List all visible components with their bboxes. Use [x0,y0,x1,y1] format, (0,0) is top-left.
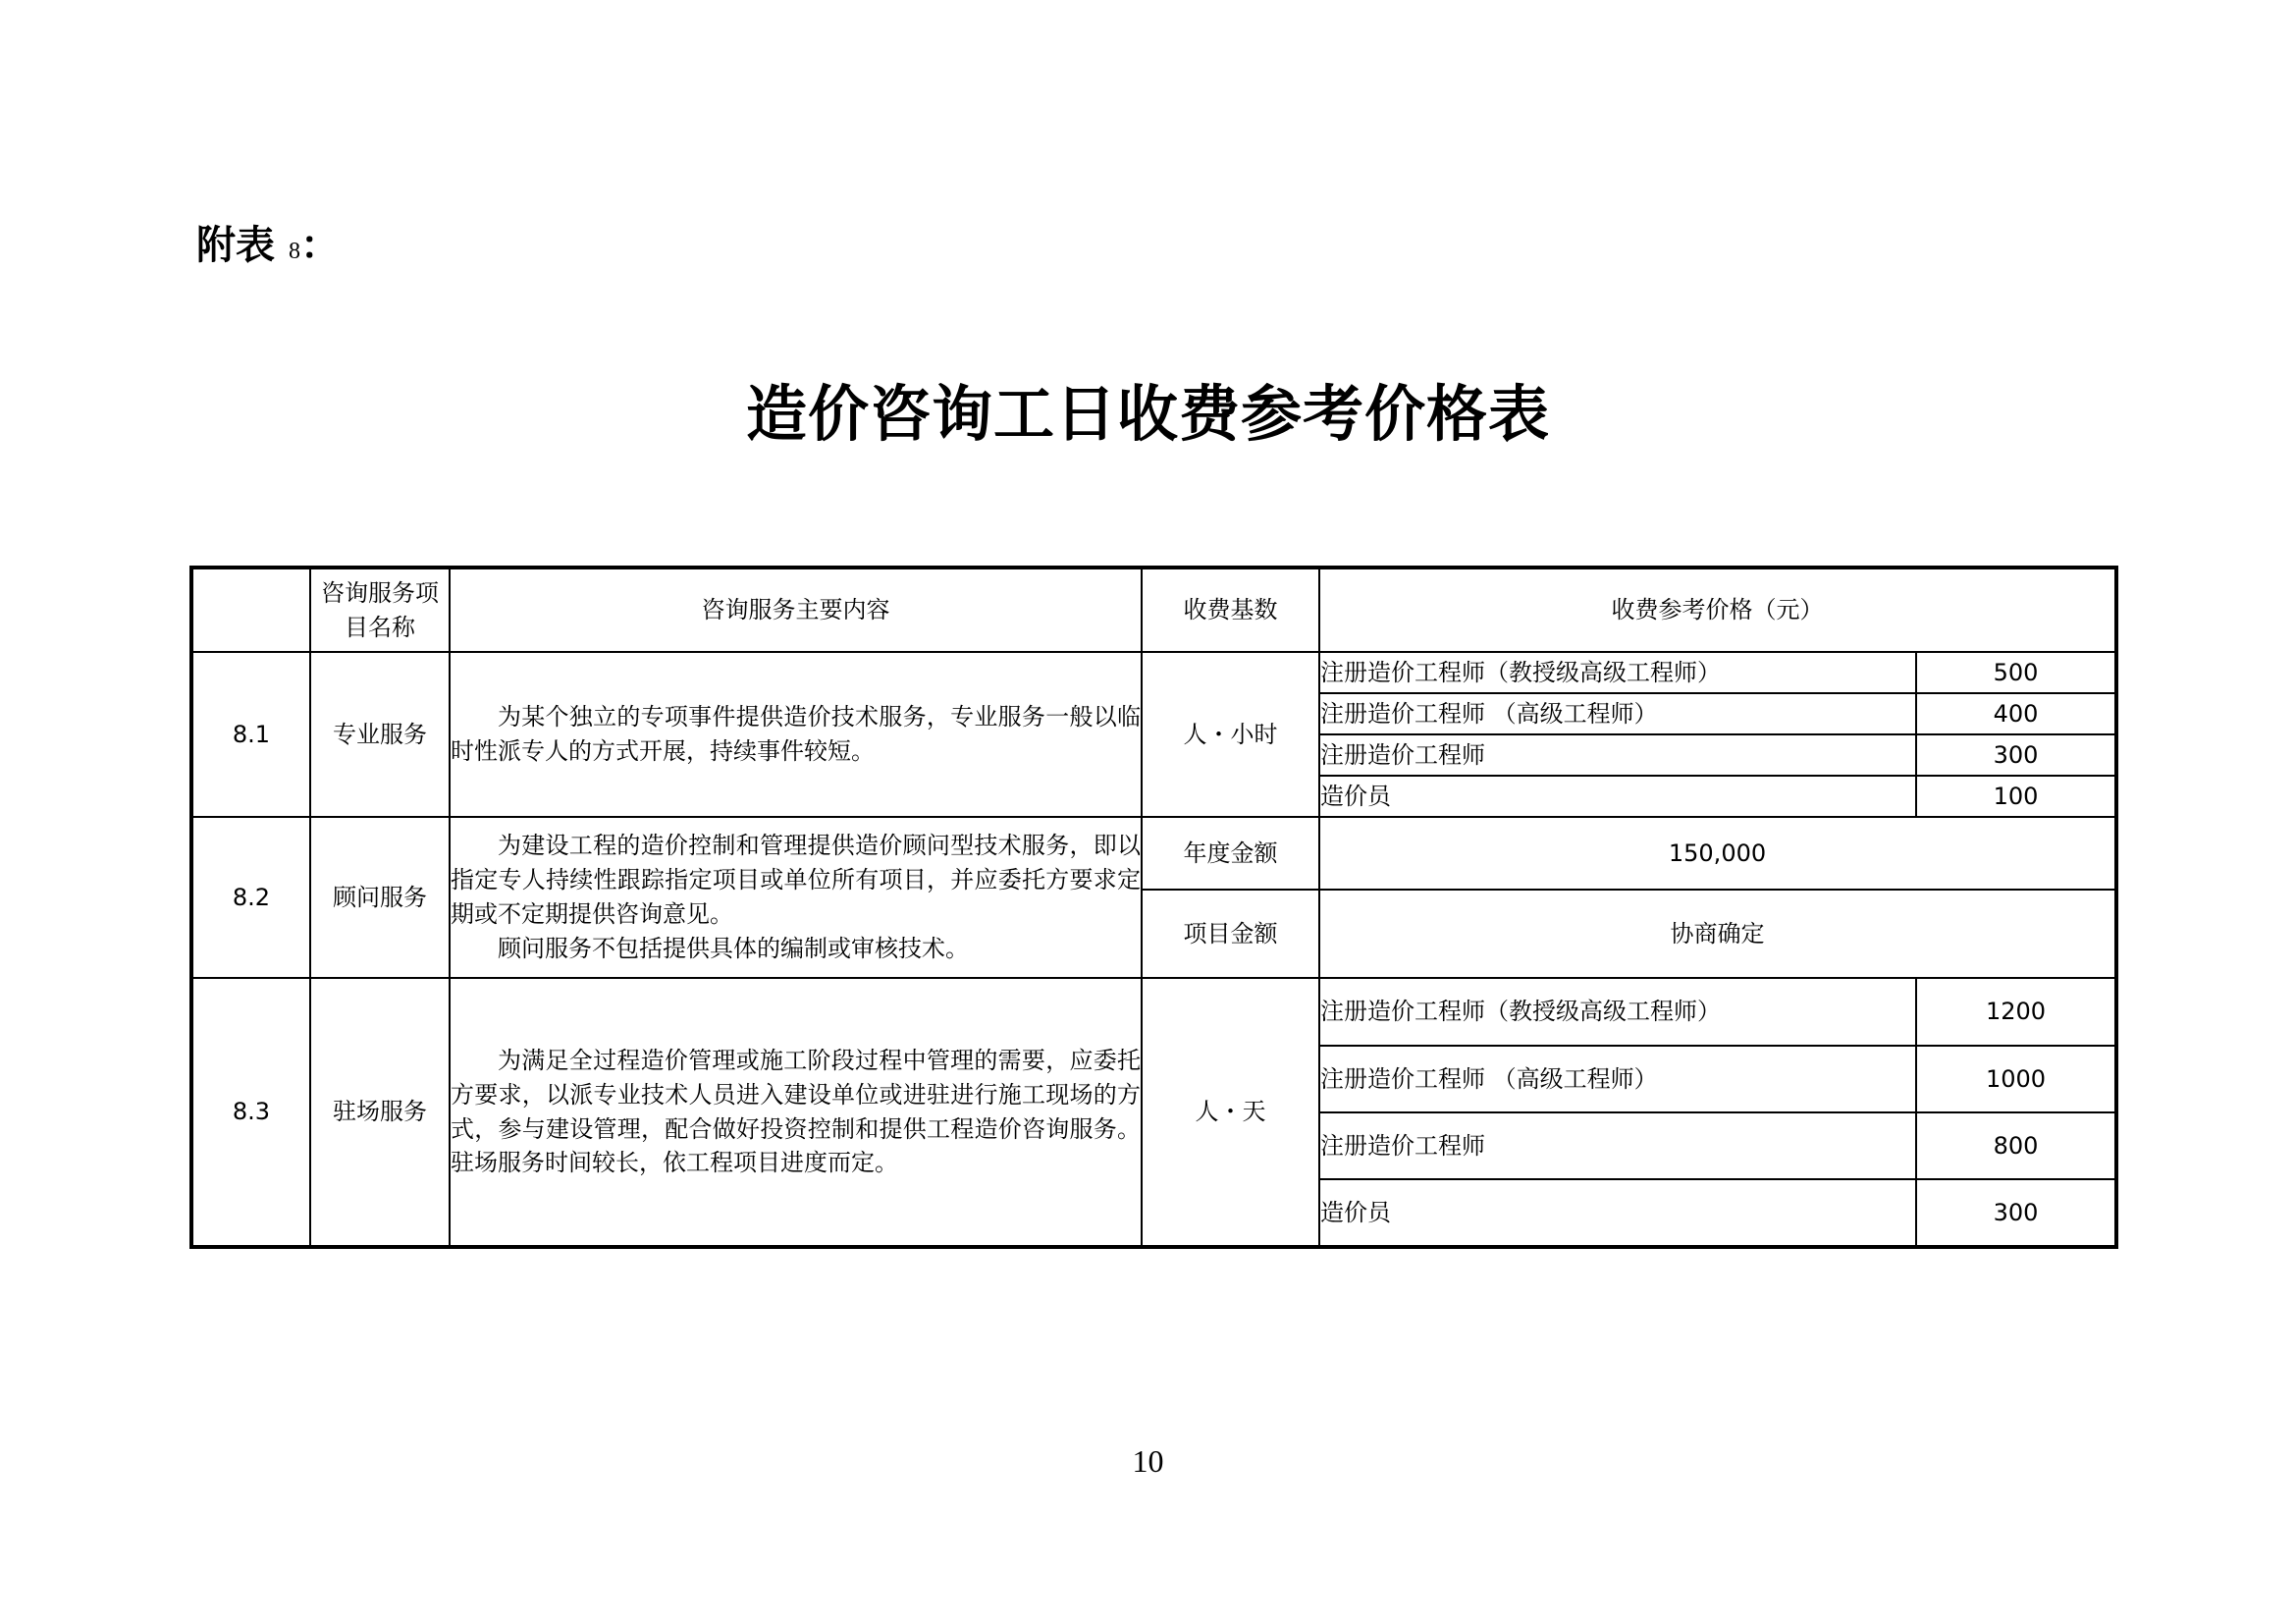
fee-basis: 人・天 [1142,978,1319,1247]
price-role: 注册造价工程师 [1319,1112,1916,1179]
price-role: 造价员 [1319,776,1916,817]
price-role: 注册造价工程师（教授级高级工程师） [1319,652,1916,693]
price-value: 150,000 [1319,817,2116,890]
service-name: 顾问服务 [310,817,450,978]
price-role: 注册造价工程师 （高级工程师） [1319,693,1916,734]
page-number: 10 [1132,1443,1164,1479]
header-reference-price: 收费参考价格（元） [1319,568,2116,652]
price-value: 300 [1916,1179,2116,1247]
header-service-content: 咨询服务主要内容 [450,568,1142,652]
price-value: 100 [1916,776,2116,817]
price-value: 400 [1916,693,2116,734]
service-content [450,817,1142,978]
row-number: 8.3 [191,978,310,1247]
appendix-label [196,214,340,270]
price-value: 500 [1916,652,2116,693]
price-role: 注册造价工程师 [1319,734,1916,776]
price-role: 注册造价工程师（教授级高级工程师） [1319,978,1916,1046]
price-role: 注册造价工程师 （高级工程师） [1319,1046,1916,1112]
price-value: 300 [1916,734,2116,776]
service-content-text: 为满足全过程造价管理或施工阶段过程中管理的需要，应委托方要求，以派专业技术人员进入建设单位或进驻进行施工现场的方式，参与建设管理，配合做好投资控制和提供工程造价咨询服务。驻场服务时间较长，依工程项目进度而定。 [451,1046,1141,1177]
row-number: 8.1 [191,652,310,817]
fee-basis: 年度金额 [1142,817,1319,890]
table-row [191,817,2116,890]
appendix-number: 8 [288,239,300,264]
table-header-row [191,568,2116,652]
price-role: 造价员 [1319,1179,1916,1247]
appendix-suffix: ： [299,223,340,268]
header-no [191,568,310,652]
appendix-label-text: 附表 [196,223,275,268]
table-row [191,652,2116,693]
row-number: 8.2 [191,817,310,978]
service-name: 驻场服务 [310,978,450,1247]
price-value: 800 [1916,1112,2116,1179]
fee-basis: 项目金额 [1142,890,1319,978]
price-value: 协商确定 [1319,890,2116,978]
fee-basis: 人・小时 [1142,652,1319,817]
service-name: 专业服务 [310,652,450,817]
service-content-note: 顾问服务不包括提供具体的编制或审核技术。 [498,934,969,962]
price-value: 1200 [1916,978,2116,1046]
service-content-text: 为建设工程的造价控制和管理提供造价顾问型技术服务，即以指定专人持续性跟踪指定项目或单位所有项目，并应委托方要求定期或不定期提供咨询意见。 [451,832,1141,928]
service-content-text: 为某个独立的专项事件提供造价技术服务，专业服务一般以临时性派专人的方式开展，持续事件较短。 [451,703,1141,765]
page-title: 造价咨询工日收费参考价格表 [745,378,1550,450]
table-row [191,978,2116,1046]
header-service-name: 咨询服务项目名称 [310,568,450,652]
header-fee-basis: 收费基数 [1142,568,1319,652]
service-content [450,978,1142,1247]
price-table [189,566,2118,1249]
price-value: 1000 [1916,1046,2116,1112]
service-content [450,652,1142,817]
